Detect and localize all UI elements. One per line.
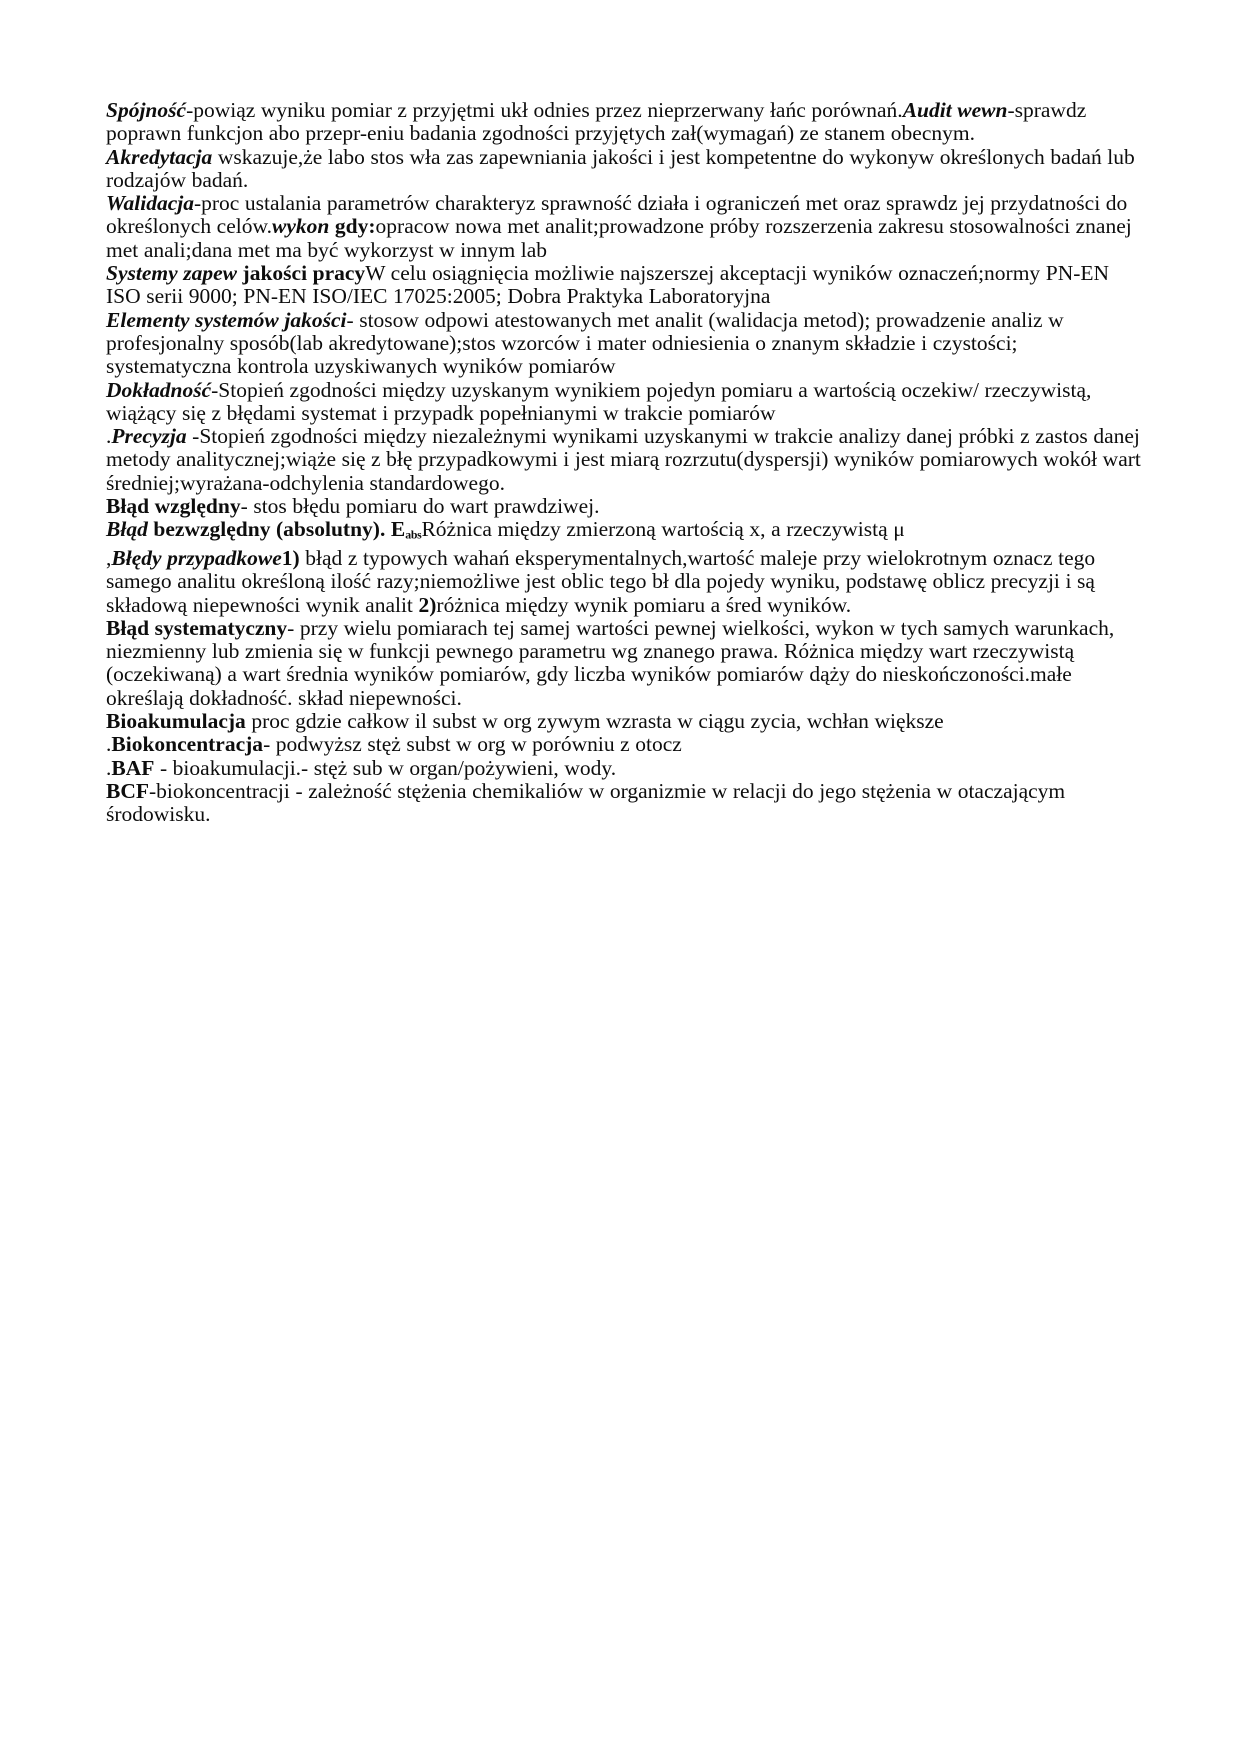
paragraph-systemy-zapew — [106, 262, 1142, 309]
text-run: -powiąz wyniku pomiar z przyjętmi ukł odnies przez nieprzerwany łańc porównań. — [186, 98, 903, 122]
text-run: Systemy zapew — [106, 261, 237, 286]
text-run: Różnica między zmierzoną wartością x, a rzeczywistą μ — [421, 517, 905, 542]
text-run: Biokoncentracja — [111, 732, 264, 757]
text-run: - stosow odpowi atestowanych met analit (walidacja metod); prowadzenie analiz w profesjonalny sposób(lab akredytowane);stos wzorców i mater odniesienia o znanym składzie i czystości; systematyczna kontrola uzyskiwanych wyników pomiarów — [106, 307, 1064, 379]
text-run: Błąd względny — [106, 494, 241, 519]
text-run: Błąd systematyczny — [106, 615, 288, 640]
text-run: Audit wewn — [902, 98, 1008, 122]
text-run: gdy: — [329, 214, 376, 239]
paragraph-precyzja — [106, 425, 1142, 495]
paragraph-bcf — [106, 780, 1142, 827]
text-run: wskazuje,że labo stos wła zas zapewniania jakości i jest kompetentne do wykonyw określonych badań lub rodzajów badań. — [106, 144, 1135, 192]
text-run: Walidacja — [106, 191, 194, 216]
paragraph-walidacja — [106, 192, 1142, 262]
text-run: Precyzja — [111, 424, 187, 449]
paragraph-blad-bezwzgledny — [106, 518, 1142, 547]
text-run: Błąd — [106, 517, 148, 542]
text-run: -biokoncentracji - zależność stężenia chemikaliów w organizmie w relacji do jego stężenia w otaczającym środowisku. — [106, 778, 1066, 827]
text-run: - podwyższ stęż subst w org w porówniu z otocz — [263, 732, 682, 757]
text-run: . — [106, 755, 112, 780]
text-run: Akredytacja — [106, 144, 213, 169]
text-run: opracow nowa met analit;prowadzone próby rozszerzenia zakresu stosowalności znanej met anali;dana met ma być wykorzyst w innym lab — [106, 214, 1132, 262]
paragraph-akredytacja — [106, 146, 1142, 193]
text-run: różnica między wynik pomiaru a śred wyników. — [436, 592, 852, 617]
paragraph-elementy-systemow — [106, 309, 1142, 379]
text-run: - przy wielu pomiarach tej samej wartości pewnej wielkości, wykon w tych samych warunkach, niezmienny lub zmienia się w funkcji pewnego parametru wg znanego prawa. Różnica między wart rzeczywistą (oczekiwaną) a wart średnia wyników pomiarów, gdy liczba wyników pomiarów dąży do nieskończoności.małe określają dokładność. skład niepewności. — [106, 615, 1115, 710]
text-run: - bioakumulacji.- stęż sub w organ/pożywieni, wody. — [154, 755, 617, 780]
text-run: -Stopień zgodności między uzyskanym wynikiem pojedyn pomiaru a wartością oczekiw/ rzeczywistą, wiążący się z błędami systemat i przypadk popełnianymi w trakcie pomiarów — [106, 377, 1092, 425]
paragraph-blad-systematyczny — [106, 617, 1142, 710]
text-run: -Stopień zgodności między niezależnymi wynikami uzyskanymi w trakcie analizy danej próbki z zastos danej metody analitycznej;wiąże się z błę przypadkowymi i jest miarą rozrzutu(dyspersji) wyników pomiarowych wokół wart średniej;wyrażana-odchylenia standardowego. — [106, 424, 1141, 495]
text-run: , — [106, 546, 112, 570]
paragraph-bledy-przypadkowe — [106, 547, 1142, 617]
paragraph-biokoncentracja — [106, 733, 1142, 756]
paragraph-bioakumulacja — [106, 710, 1142, 733]
text-run: 1) — [281, 546, 300, 570]
paragraph-baf — [106, 757, 1142, 780]
text-run: -proc ustalania parametrów charakteryz sprawność działa i ograniczeń met oraz sprawdz jej przydatności do określonych celów. — [106, 191, 1128, 239]
text-run: W celu osiągnięcia możliwie najszerszej akceptacji wyników oznaczeń;normy PN-EN ISO serii 9000; PN-EN ISO/IEC 17025:2005; Dobra Praktyka Laboratoryjna — [106, 261, 1110, 309]
text-run: 2) — [418, 592, 437, 617]
text-run: . — [106, 424, 112, 449]
text-run: -sprawdz poprawn funkcjon abo przepr-eniu badania zgodności przyjętych zał(wymagań) ze stanem obecnym. — [106, 98, 1087, 146]
text-run: BAF — [111, 755, 155, 780]
text-run: Bioakumulacja — [106, 709, 246, 734]
paragraph-dokladnosc — [106, 379, 1142, 426]
text-run: abs — [405, 527, 422, 542]
text-run: Spójność — [106, 98, 187, 122]
text-run: BCF — [106, 778, 149, 803]
text-run: . — [106, 732, 112, 757]
text-run: - stos błędu pomiaru do wart prawdziwej. — [240, 494, 600, 519]
text-run: bezwzględny (absolutny). E — [147, 517, 406, 542]
text-run: proc gdzie całkow il subst w org zywym wzrasta w ciągu zycia, wchłan większe — [245, 709, 944, 734]
text-run: Błędy przypadkowe — [111, 546, 282, 570]
text-run: jakości pracy — [236, 261, 366, 286]
paragraph-spojnosc — [106, 99, 1142, 146]
text-run: Elementy systemów jakości — [106, 307, 347, 332]
paragraph-blad-wzgledny — [106, 495, 1142, 518]
text-run: błąd z typowych wahań eksperymentalnych,wartość maleje przy wielokrotnym oznacz tego samego analitu określoną ilość razy;niemożliwe jest oblic tego bł dla pojedy wyniku, podstawę oblicz precyzji i są składową niepewności wynik analit — [106, 546, 1096, 617]
text-run: wykon — [271, 214, 330, 239]
text-run: Dokładność — [106, 377, 212, 402]
text-block — [106, 99, 1142, 827]
